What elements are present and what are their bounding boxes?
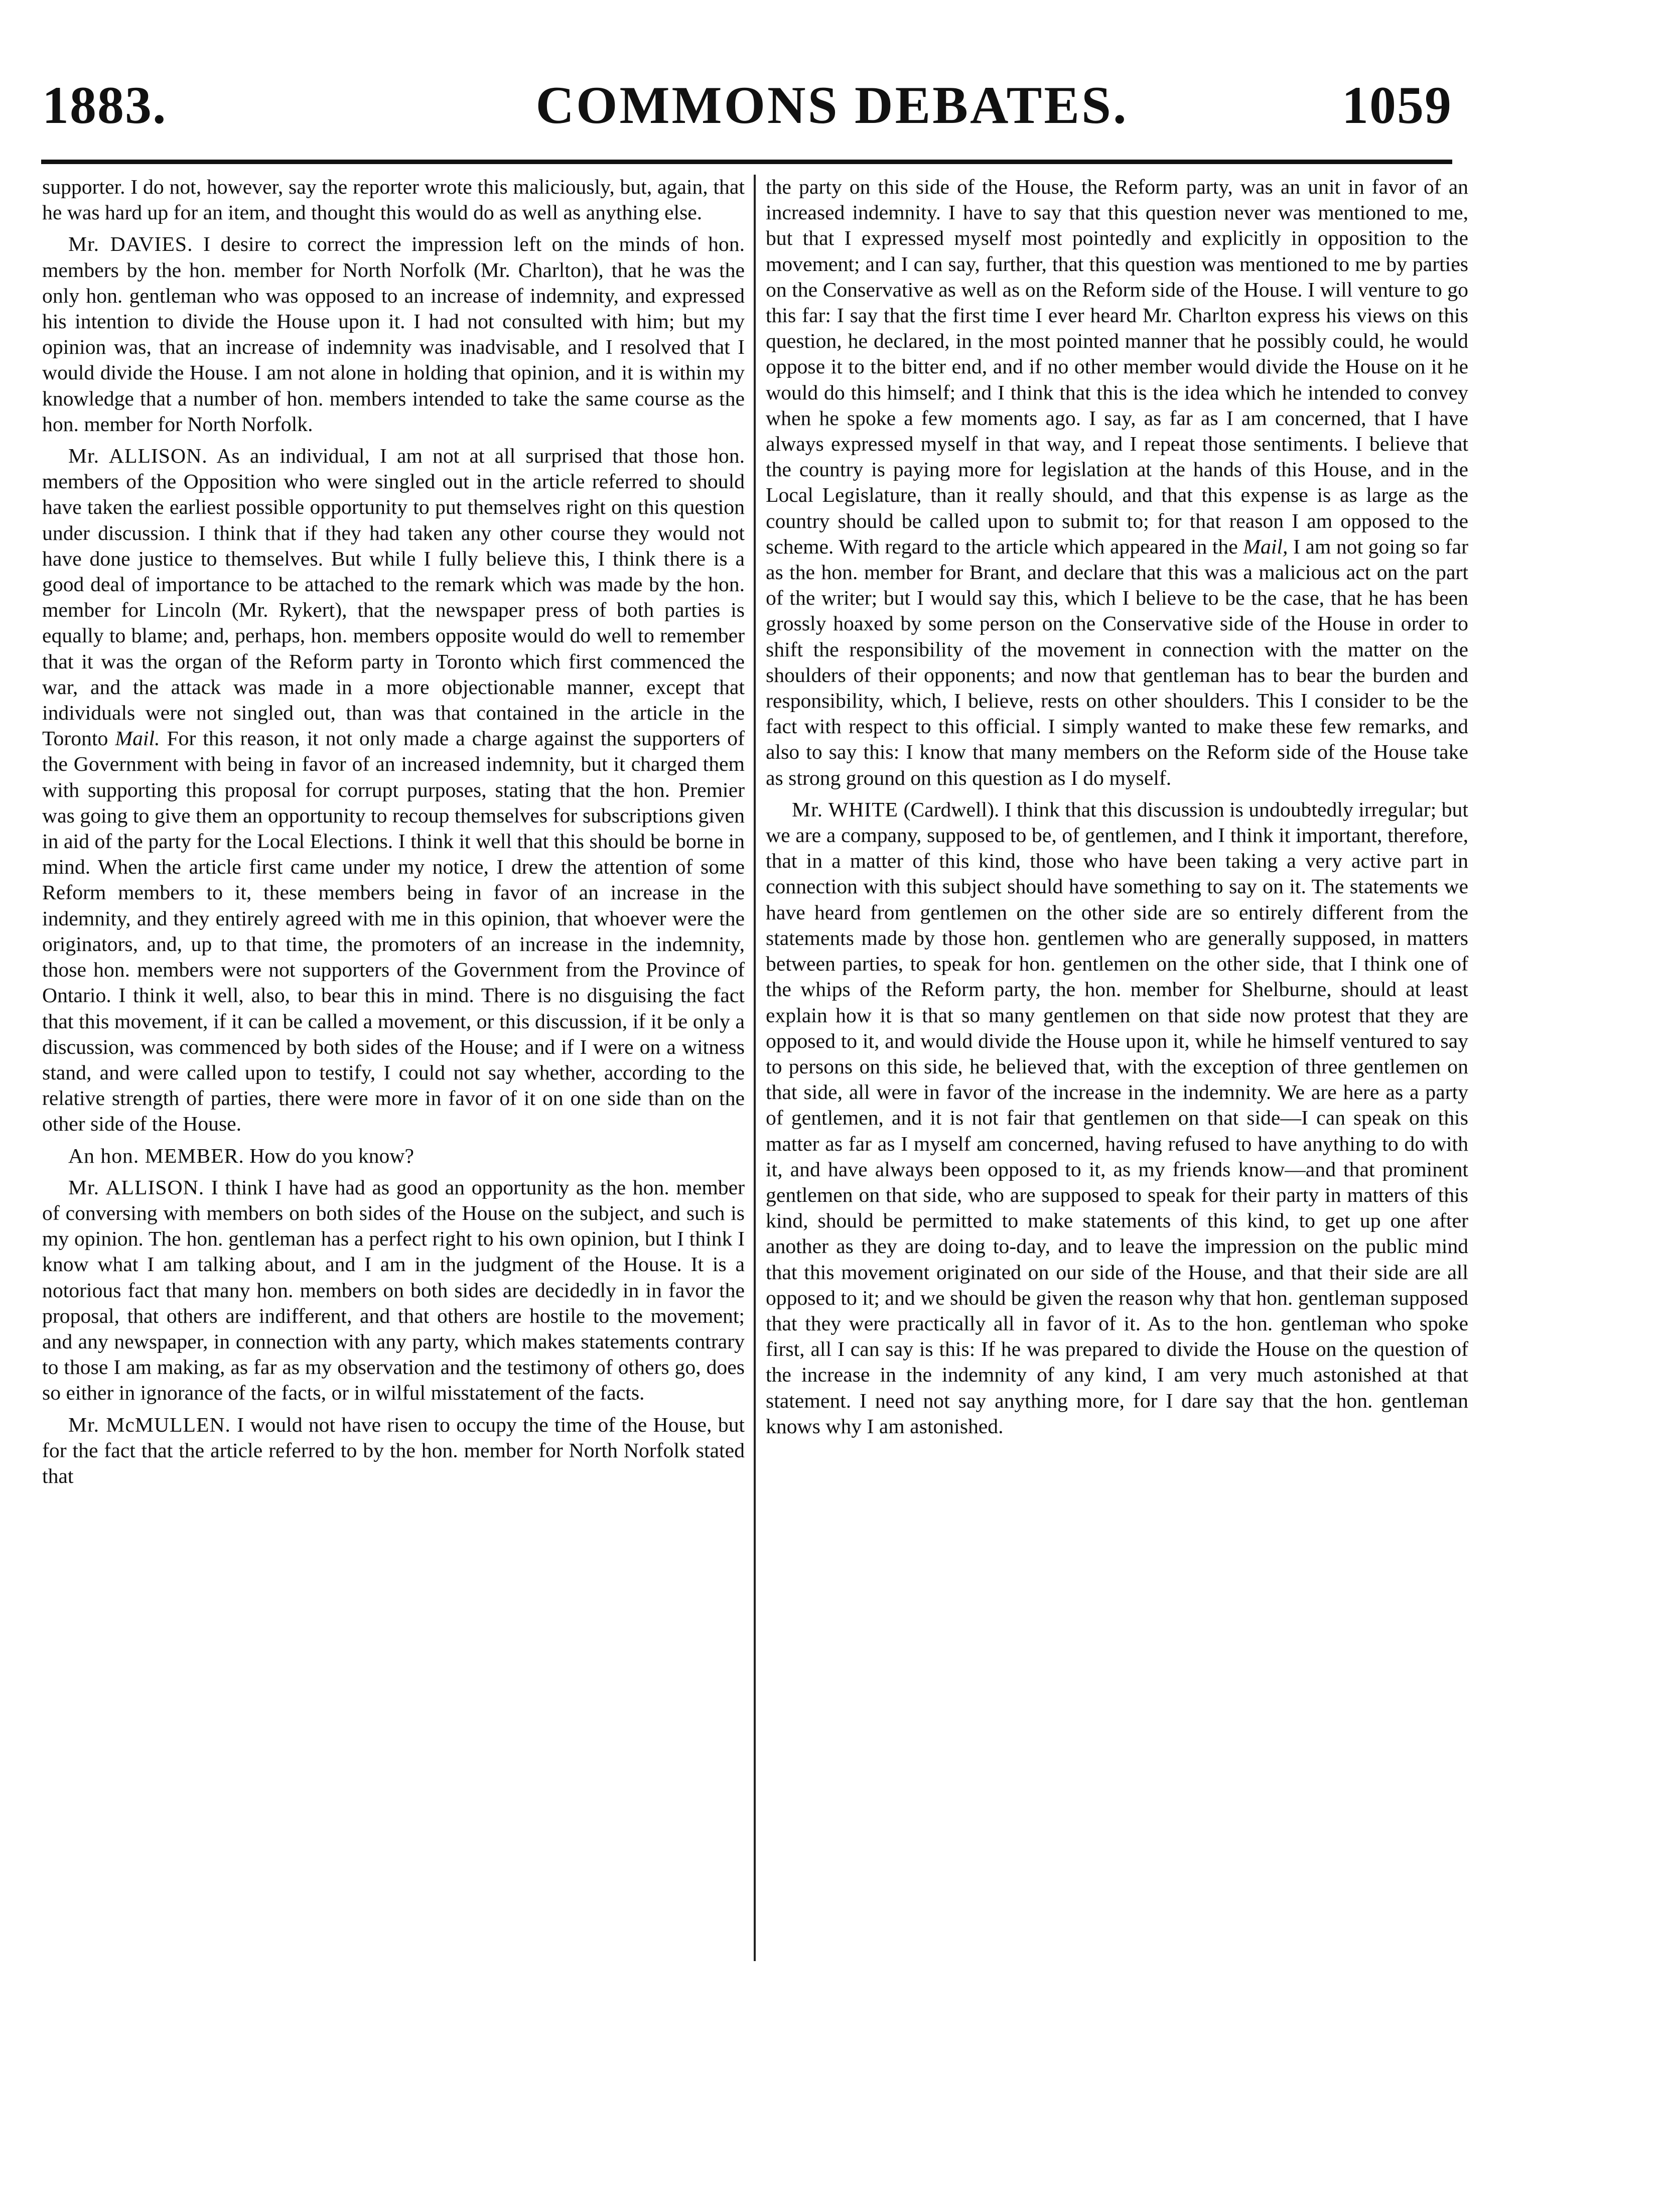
speech-text: I am not going so far as the hon. member for Brant, and declare that this was a malicious act on the part of the writer; but I would say this, which I believe to be the case, that he has been grossly hoaxed by some person on the Conservative side of the House in order to shift the responsibility of the movement in connection with the matter on the shoulders of their opponents; and now that gentleman has to bear the burden and responsibility, which, I believe, rests on other shoulders. This I consider to be the fact with respect to this official. I simply wanted to make these few remarks, and also to say this: I know that many members on the Reform side of the House take as strong ground on this question as I do myself. [766,535,1468,790]
speech-text: the party on this side of the House, the Reform party, was an unit in favor of an increased indemnity. I have to say that this question never was mentioned to me, but that I expressed myself most pointedly and explicitly in opposition to the movement; and I can say, further, that this question was mentioned to me by parties on the Conservative as well as on the Reform side of the House. I will venture to go this far: I say that the first time I ever heard Mr. Charlton express his views on this question, he declared, in the most pointed manner that he possibly could, he would oppose it to the bitter end, and if no other member would divide the House on it he would do this himself; and I think that this is the idea which he intended to convey when he spoke a few moments ago. I say, as far as I am concerned, that I have always expressed myself in that way, and I repeat those sentiments. I believe that the country is paying more for legislation at the hands of this House, and in the Local Legislature, than it really should, and that this expense is as large as the country should be called upon to submit to; for that reason I am opposed to the scheme. With regard to the article which appeared in the [766,176,1468,559]
paragraph [766,797,1468,1440]
paragraph [42,232,745,438]
left-column [42,175,745,2157]
newspaper-name: Mail, [1243,535,1288,559]
paragraph [42,1175,745,1407]
header-page-number: 1059 [1342,76,1452,134]
paragraph [766,175,1468,791]
speech-text: As an individual, I am not at all surprised that those hon. members of the Opposition who were singled out in the article referred to should have taken the earliest possible opportunity to put themselves right on this question under discussion. I think that if they had taken any other course they would not have done justice to themselves. But while I fully believe this, I think there is a good deal of importance to be attached to the remark which was made by the hon. member for Lincoln (Mr. Rykert), that the newspaper press of both parties is equally to blame; and, perhaps, hon. members opposite would do well to remember that it was the organ of the Reform party in Toronto which first commenced the war, and the attack was made in a more objectionable manner, except that individuals were not singled out, than was that contained in the article in the Toronto [42,445,745,751]
speaker-name: Mr. ALLISON. [68,445,208,468]
speaker-name: Mr. McMULLEN. [68,1413,231,1437]
speaker-name: Mr. ALLISON. [68,1176,205,1199]
header-rule [41,160,1452,164]
speaker-name: An hon. MEMBER. [68,1144,244,1168]
paragraph [42,1413,745,1490]
paragraph [42,1144,745,1169]
header-title: COMMONS DEBATES. [535,76,1129,134]
speech-text: I would not have risen to occupy the time of the House, but for the fact that the article referred to by the hon. member for North Norfolk stated that [42,1413,745,1488]
column-divider [754,175,756,1961]
speaker-name: Mr. WHITE [792,798,899,821]
page-header [0,0,1664,166]
paragraph [42,444,745,1137]
speech-text: I think that this discussion is undoubtedly irregular; but we are a company, supposed to be, of gentlemen, and I think it important, therefore, that in a matter of this kind, those who have been taking a very active part in connection with this subject should have something to say on it. The statements we have heard from gentlemen on the other side are so entirely different from the statements made by those hon. gentlemen who are generally supposed, in matters between parties, to speak for hon. gentlemen on the other side, that I think one of the whips of the Reform party, the hon. member for Shelburne, should at least explain how it is that so many gentlemen on that side now protest that they are opposed to it, and would divide the House upon it, while he himself ventured to say to persons on this side, he believed that, with the exception of three gentlemen on that side, all were in favor of the increase in the indemnity. We are here as a party of gentlemen, and it is not fair that gentlemen on that side—I can speak on this matter as far as I myself am concerned, having refused to have anything to do with it, and have always been opposed to it, as my friends know—and that prominent gentlemen on that side, who are supposed to speak for their party in matters of this kind, should be permitted to make statements of this kind, to get up one after another as they are doing to-day, and to leave the impression on the public mind that this movement originated on our side of the House, and that their side are all opposed to it; and we should be given the reason why that hon. gentleman supposed that they were practically all in favor of it. As to the hon. gentleman who spoke first, all I can say is this: If he was prepared to divide the House on the question of the increase in the indemnity of any kind, I am very much astonished at that statement. I need not say anything more, for I dare say that the hon. gentleman knows why I am astonished. [766,798,1468,1438]
speaker-riding: (Cardwell). [903,798,1000,821]
header-year: 1883. [42,76,167,134]
speech-text: For this reason, it not only made a charge against the supporters of the Government with being in favor of an increased indemnity, but it charged them with supporting this proposal for corrupt purposes, stating that the hon. Premier was going to give them an opportunity to recoup themselves for subscriptions given in aid of the party for the Local Elections. I think it well that this should be borne in mind. When the article first came under my notice, I drew the attention of some Reform members to it, these members being in favor of an increase in the indemnity, and they entirely agreed with me in this opinion, that whoever were the originators, and, up to that time, the promoters of an increase in the indemnity, those hon. members were not supporters of the Government from the Province of Ontario. I think it well, also, to bear this in mind. There is no disguising the fact that this movement, if it can be called a movement, or this discussion, if it be only a discussion, was commenced by both sides of the House; and if I were on a witness stand, and were called upon to testify, I could not say whether, according to the relative strength of parties, there were more in favor of it on one side than on the other side of the House. [42,727,745,1136]
newspaper-name: Mail. [115,727,160,751]
right-column [766,175,1468,2157]
paragraph: supporter. I do not, however, say the reporter wrote this maliciously, but, again, that he was hard up for an item, and thought this would do as well as anything else. [42,176,745,225]
speaker-name: Mr. DAVIES. [68,233,193,256]
speech-text: I think I have had as good an opportunity as the hon. member of conversing with members on both sides of the House on the subject, and such is my opinion. The hon. gentleman has a perfect right to his own opinion, but I think I know what I am talking about, and I am in the judgment of the House. It is a notorious fact that many hon. members on both sides are decidedly in in favor the proposal, that others are indifferent, and that others are hostile to the movement; and any newspaper, in connection with any party, which makes statements contrary to those I am making, as far as my observation and the testimony of others go, does so either in ignorance of the facts, or in wilful misstatement of the facts. [42,1176,745,1405]
speech-text: How do you know? [249,1144,414,1168]
speech-text: I desire to correct the impression left on the minds of hon. members by the hon. member for North Norfolk (Mr. Charlton), that he was the only hon. gentleman who was opposed to an increase of indemnity, and expressed his intention to divide the House upon it. I had not consulted with him; but my opinion was, that an increase of indemnity was inadvisable, and I resolved that I would divide the House. I am not alone in holding that opinion, and it is within my knowledge that a number of hon. members intended to take the same course as the hon. member for North Norfolk. [42,233,745,436]
